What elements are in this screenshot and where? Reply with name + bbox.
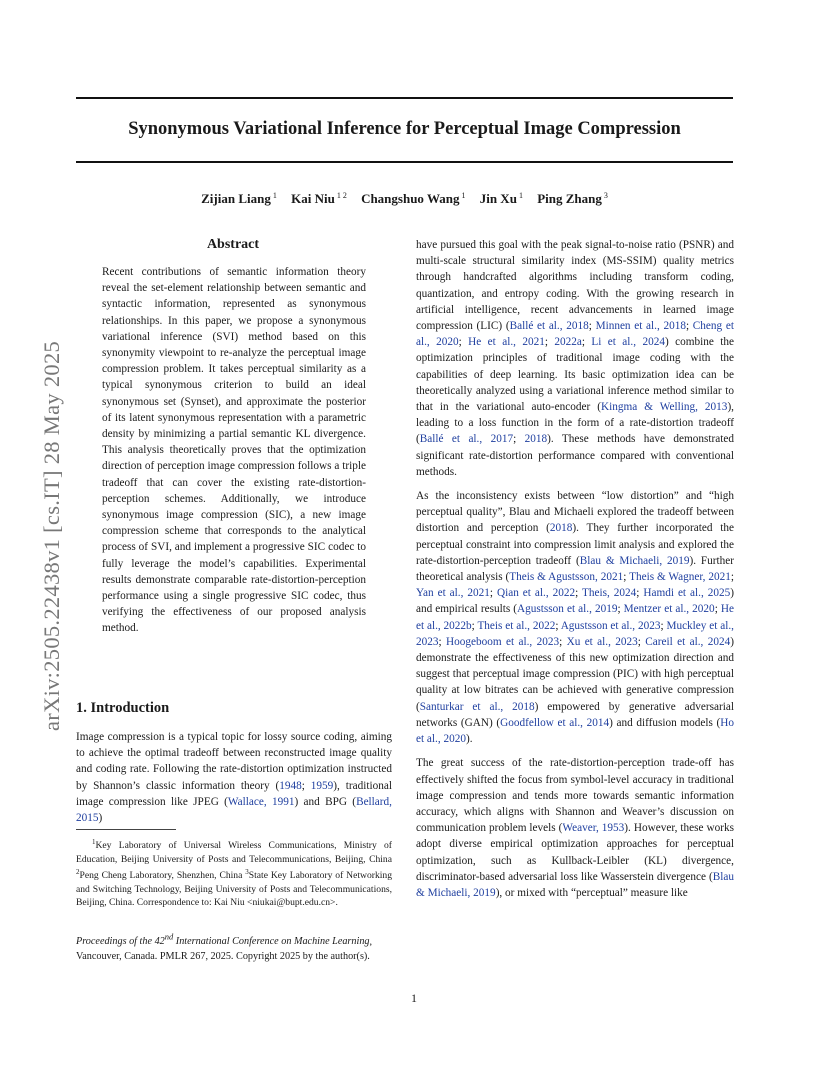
- abstract-heading: Abstract: [206, 237, 260, 252]
- text-run: The great success of the rate-distortion-perception trade-off has effectively shifted the focus from symbol-level accuracy in traditional image compression and tends more towards semantic information accuracy, which aligns with Shannon and Weaver’s discussion on communication problem levels (: [416, 757, 734, 835]
- text-run: ;: [301, 779, 311, 792]
- text-run: ), or mixed with “perceptual” measure like: [495, 886, 688, 899]
- text-run: ). These methods have demonstrated significant rate-distortion performance compared with conventional methods.: [416, 433, 734, 478]
- section-heading-introduction: 1. Introduction: [76, 700, 170, 716]
- text-run: ;: [714, 603, 721, 616]
- citation-link[interactable]: Theis et al., 2022: [477, 619, 556, 632]
- text-run: ;: [636, 587, 644, 600]
- citation-link[interactable]: Blau & Michaeli, 2019: [579, 554, 690, 567]
- citation-link[interactable]: Yan et al., 2021: [416, 587, 490, 600]
- text-run: ;: [685, 320, 693, 333]
- citation-link[interactable]: Weaver, 1953: [562, 822, 625, 835]
- text-run: ;: [617, 603, 624, 616]
- title-rule-bottom: [76, 161, 733, 163]
- right-column: [416, 237, 734, 909]
- citation-link[interactable]: Mentzer et al., 2020: [623, 603, 715, 616]
- citation-link[interactable]: Xu et al., 2023: [566, 635, 638, 648]
- text-run: ;: [471, 619, 478, 632]
- text-run: have pursued this goal with the peak signal-to-noise ratio (PSNR) and multi-scale structural similarity index (MS-SSIM) quality metrics through handcrafted algorithms including transform coding, quantization, and entropy coding. With the growing research in artificial intelligence, recent advancements in learned image compression (LIC) (: [416, 239, 734, 333]
- text-run: ) and diffusion models (: [609, 716, 721, 729]
- citation-link[interactable]: He et al., 2022b: [416, 603, 734, 632]
- citation-link[interactable]: Bellard, 2015: [76, 795, 392, 825]
- citation-link[interactable]: Wallace, 1991: [227, 795, 295, 808]
- text-run: ).: [466, 733, 473, 746]
- author-list: [76, 191, 733, 207]
- text-run: ) demonstrate the effectiveness of this new optimization direction and suggest that perceptual image compression (PIC) with high perceptual quality at low bitrates can be achieved with generative compression (: [416, 635, 734, 713]
- text-run: ;: [555, 619, 561, 632]
- citation-link[interactable]: 2018: [524, 433, 548, 446]
- arxiv-identifier: arXiv:2505.22438v1 [cs.IT] 28 May 2025: [39, 340, 64, 732]
- proceedings-note: Proceedings of the 42nd International Conference on Machine Learning, Vancouver, Canada. PMLR 267, 2025. Copyright 2025 by the author(s).: [76, 932, 373, 962]
- citation-link[interactable]: Theis & Agustsson, 2021: [509, 571, 624, 584]
- text-run: ): [98, 812, 103, 825]
- citation-link[interactable]: Qian et al., 2022: [496, 587, 576, 600]
- citation-link[interactable]: Theis, 2024: [581, 587, 637, 600]
- citation-link[interactable]: Minnen et al., 2018: [595, 320, 686, 333]
- page-number: 1: [411, 991, 417, 1005]
- text-run: ) combine the optimization principles of traditional image coding with the capabilities of deep learning. Its basic optimization idea can be theoretically analyzed using a variational inference method similar to that in the variational auto-encoder (: [416, 336, 734, 414]
- text-run: ). However, these works adopt diverse empirical optimization approaches for perceptual optimization, such as Kullback-Leibler (KL) divergence, discriminator-based adversarial loss like Wasserstein divergence (: [416, 822, 734, 883]
- body-paragraph: [416, 755, 734, 901]
- citation-link[interactable]: Ballé et al., 2018: [509, 320, 589, 333]
- intro-paragraph: [76, 729, 392, 826]
- author: Jin Xu $^1$: [479, 191, 523, 207]
- text-run: ;: [730, 571, 734, 584]
- text-run: ;: [544, 336, 555, 349]
- citation-link[interactable]: Hoogeboom et al., 2023: [446, 635, 560, 648]
- title-rule-top: [76, 97, 733, 99]
- citation-link[interactable]: Ho et al., 2020: [416, 716, 734, 746]
- paper-title: Synonymous Variational Inference for Perceptual Image Compression: [128, 119, 681, 139]
- text-run: ), traditional image compression like JPEG (: [76, 779, 392, 808]
- citation-link[interactable]: 2022a: [554, 336, 582, 349]
- text-run: ), leading to a loss function in the form of a rate-distortion tradeoff (: [416, 401, 734, 446]
- citation-link[interactable]: 2018: [549, 522, 573, 535]
- citation-link[interactable]: He et al., 2021: [468, 336, 545, 349]
- citation-link[interactable]: Agustsson et al., 2023: [560, 619, 661, 632]
- affiliation-footnote: $^1$Key Laboratory of Universal Wireless Communications, Ministry of Education, Beijing University of Posts and Telecommunications, Beijing, China $^2$Peng Cheng Laboratory, Shenzhen, China $^3$State Key Laboratory of Networking and Switching Technology, Beijing University of Posts and Telecommunications, Beijing, China. Correspondence to: Kai Niu <niukai@bupt.edu.cn>.: [76, 838, 393, 908]
- citation-link[interactable]: Blau & Michaeli, 2019: [416, 870, 734, 899]
- citation-link[interactable]: Goodfellow et al., 2014: [500, 716, 610, 729]
- text-run: As the inconsistency exists between “low distortion” and “high perceptual quality”, Blau and Michaeli explored the tradeoff between distortion and perception (: [416, 490, 734, 535]
- citation-link[interactable]: Theis & Wagner, 2021: [629, 571, 731, 584]
- text-run: ;: [660, 619, 667, 632]
- text-run: ;: [575, 587, 582, 600]
- citation-link[interactable]: Careil et al., 2024: [645, 635, 731, 648]
- abstract-text: Recent contributions of semantic information theory reveal the set-element relationship between semantic and syntactic information, represented as synonymous relationships. In this paper, we propose a synonymous variational inference (SVI) method based on this synonymity viewpoint to re-analyze the perceptual image compression problem. It takes perceptual similarity as a typical synonymous criterion to build an ideal synonymous set (Synset), and approximate the posterior of its latent synonymous representation with a parametric density by minimizing a partial semantic KL divergence. This analysis theoretically proves that the optimization direction of perception image compression follows a triple tradeoff that can cover the existing rate-distortion-perception schemes. Additionally, we introduce synonymous image compression (SIC), a new image compression scheme that corresponds to the analytical process of SVI, and implement a progressive SIC codec to fully leverage the model’s capabilities. Experimental results demonstrate comparable rate-distortion-perception performance using a single progressive SIC codec, thus verifying the effectiveness of our proposed analysis method.: [102, 266, 366, 635]
- text-run: ;: [559, 635, 567, 648]
- text-run: ;: [637, 635, 646, 648]
- text-run: ;: [489, 587, 497, 600]
- text-run: ) empowered by generative adversarial networks (GAN) (: [416, 700, 734, 729]
- citation-link[interactable]: Hamdi et al., 2025: [643, 587, 731, 600]
- text-run: ;: [581, 336, 592, 349]
- text-run: ). They further incorporated the perceptual constraint into compression limit analysis and explored the rate-distortion-perception tradeoff (: [416, 522, 734, 567]
- text-run: ;: [588, 320, 596, 333]
- author: Ping Zhang $^3$: [537, 191, 608, 207]
- footnote-rule: [76, 829, 176, 830]
- text-run: ). Further theoretical analysis (: [416, 554, 734, 584]
- text-run: ;: [458, 336, 469, 349]
- body-paragraph: [416, 237, 734, 480]
- author: Kai Niu $^{1 2}$: [291, 191, 347, 207]
- author: Changshuo Wang $^1$: [361, 191, 466, 207]
- author: Zijian Liang $^1$: [201, 191, 277, 207]
- citation-link[interactable]: 1959: [310, 779, 334, 792]
- body-paragraph: [416, 488, 734, 747]
- citation-link[interactable]: Cheng et al., 2020: [416, 320, 734, 349]
- text-run: ;: [438, 635, 446, 648]
- text-run: ) and BPG (: [294, 795, 357, 808]
- citation-link[interactable]: Ballé et al., 2017: [419, 433, 514, 446]
- citation-link[interactable]: Santurkar et al., 2018: [419, 700, 535, 713]
- citation-link[interactable]: 1948: [279, 779, 302, 792]
- text-run: Image compression is a typical topic for lossy source coding, aiming to achieve the optimal tradeoff between reconstructed image quality and coding rate. Following the rate-distortion optimization instructed by Shannon’s classic information theory (: [76, 731, 392, 792]
- citation-link[interactable]: Agustsson et al., 2019: [517, 603, 618, 616]
- text-run: ) and empirical results (: [416, 587, 734, 616]
- text-run: ;: [623, 571, 630, 584]
- citation-link[interactable]: Muckley et al., 2023: [416, 619, 734, 648]
- citation-link[interactable]: Kingma & Welling, 2013: [600, 401, 728, 414]
- text-run: ;: [513, 433, 525, 446]
- citation-link[interactable]: Li et al., 2024: [591, 336, 665, 349]
